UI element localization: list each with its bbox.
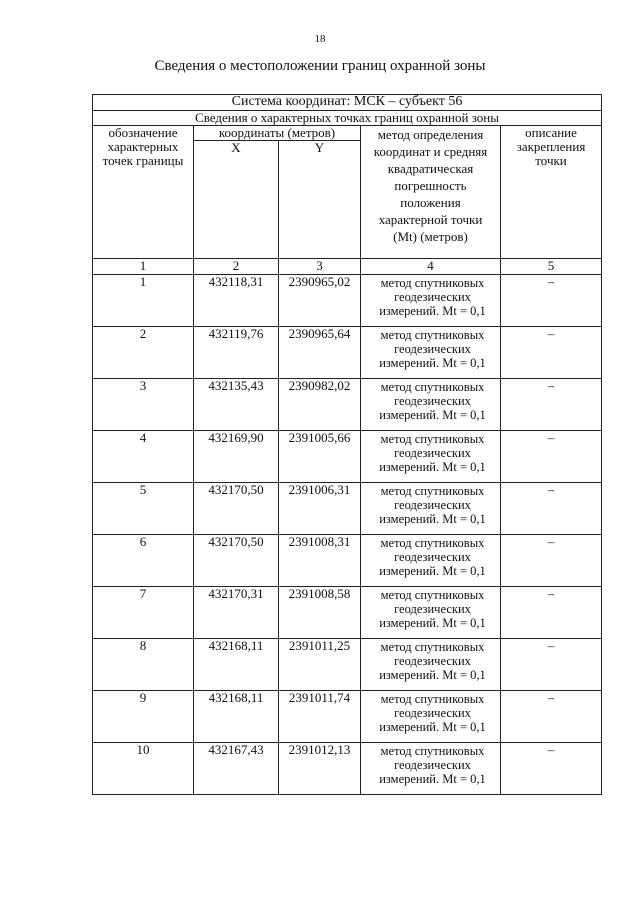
x-coordinate-cell: 432169,90 <box>194 431 279 483</box>
fixing-cell: – <box>501 691 602 743</box>
column-number: 4 <box>361 259 501 275</box>
table-row <box>93 639 602 691</box>
column-number: 3 <box>279 259 361 275</box>
fixing-cell: – <box>501 587 602 639</box>
y-coordinate-cell: 2391005,66 <box>279 431 361 483</box>
point-cell: 4 <box>93 431 194 483</box>
column-number: 2 <box>194 259 279 275</box>
coordinate-system-row <box>93 95 602 111</box>
table-row <box>93 431 602 483</box>
table-row <box>93 379 602 431</box>
y-coordinate-cell: 2391011,74 <box>279 691 361 743</box>
method-cell: метод спутниковых геодезических измерений. Mt = 0,1 <box>361 535 501 587</box>
point-cell: 5 <box>93 483 194 535</box>
column-number: 1 <box>93 259 194 275</box>
fixing-cell: – <box>501 483 602 535</box>
method-cell: метод спутниковых геодезических измерений. Mt = 0,1 <box>361 691 501 743</box>
header-point: обозначение характерных точек границы <box>93 126 194 259</box>
point-cell: 1 <box>93 275 194 327</box>
method-cell: метод спутниковых геодезических измерений. Mt = 0,1 <box>361 483 501 535</box>
header-fixing: описание закрепления точки <box>501 126 602 259</box>
method-cell: метод спутниковых геодезических измерений. Mt = 0,1 <box>361 327 501 379</box>
fixing-cell: – <box>501 275 602 327</box>
column-numbers-row <box>93 259 602 275</box>
point-cell: 8 <box>93 639 194 691</box>
coordinate-system-cell: Система координат: МСК – субъект 56 <box>93 95 602 111</box>
header-coordinates: координаты (метров) <box>194 126 361 141</box>
table-row <box>93 275 602 327</box>
point-cell: 3 <box>93 379 194 431</box>
method-cell: метод спутниковых геодезических измерений. Mt = 0,1 <box>361 379 501 431</box>
fixing-cell: – <box>501 327 602 379</box>
header-y: Y <box>279 141 361 259</box>
x-coordinate-cell: 432135,43 <box>194 379 279 431</box>
section-title-cell: Сведения о характерных точках границ охранной зоны <box>93 111 602 126</box>
column-number: 5 <box>501 259 602 275</box>
table-row <box>93 327 602 379</box>
boundary-points-table <box>92 94 602 795</box>
point-cell: 10 <box>93 743 194 795</box>
page-number: 18 <box>314 33 326 45</box>
method-cell: метод спутниковых геодезических измерений. Mt = 0,1 <box>361 639 501 691</box>
y-coordinate-cell: 2390965,02 <box>279 275 361 327</box>
x-coordinate-cell: 432170,31 <box>194 587 279 639</box>
section-title-row <box>93 111 602 126</box>
table-row <box>93 587 602 639</box>
x-coordinate-cell: 432168,11 <box>194 691 279 743</box>
y-coordinate-cell: 2391012,13 <box>279 743 361 795</box>
method-cell: метод спутниковых геодезических измерений. Mt = 0,1 <box>361 431 501 483</box>
point-cell: 2 <box>93 327 194 379</box>
header-row <box>93 126 602 141</box>
y-coordinate-cell: 2390965,64 <box>279 327 361 379</box>
x-coordinate-cell: 432118,31 <box>194 275 279 327</box>
method-cell: метод спутниковых геодезических измерений. Mt = 0,1 <box>361 743 501 795</box>
x-coordinate-cell: 432170,50 <box>194 483 279 535</box>
point-cell: 6 <box>93 535 194 587</box>
fixing-cell: – <box>501 743 602 795</box>
header-method: метод определения координат и средняя квадратическая погрешность положения характерной точки (Mt) (метров) <box>361 126 501 259</box>
x-coordinate-cell: 432168,11 <box>194 639 279 691</box>
x-coordinate-cell: 432167,43 <box>194 743 279 795</box>
y-coordinate-cell: 2391011,25 <box>279 639 361 691</box>
point-cell: 9 <box>93 691 194 743</box>
y-coordinate-cell: 2391008,31 <box>279 535 361 587</box>
fixing-cell: – <box>501 639 602 691</box>
x-coordinate-cell: 432119,76 <box>194 327 279 379</box>
y-coordinate-cell: 2391008,58 <box>279 587 361 639</box>
fixing-cell: – <box>501 431 602 483</box>
point-cell: 7 <box>93 587 194 639</box>
fixing-cell: – <box>501 379 602 431</box>
page-title: Сведения о местоположении границ охранной зоны <box>154 58 486 74</box>
table-row <box>93 691 602 743</box>
table-row <box>93 535 602 587</box>
x-coordinate-cell: 432170,50 <box>194 535 279 587</box>
y-coordinate-cell: 2390982,02 <box>279 379 361 431</box>
method-cell: метод спутниковых геодезических измерений. Mt = 0,1 <box>361 587 501 639</box>
method-cell: метод спутниковых геодезических измерений. Mt = 0,1 <box>361 275 501 327</box>
fixing-cell: – <box>501 535 602 587</box>
table-row <box>93 743 602 795</box>
y-coordinate-cell: 2391006,31 <box>279 483 361 535</box>
table-row <box>93 483 602 535</box>
header-x: X <box>194 141 279 259</box>
